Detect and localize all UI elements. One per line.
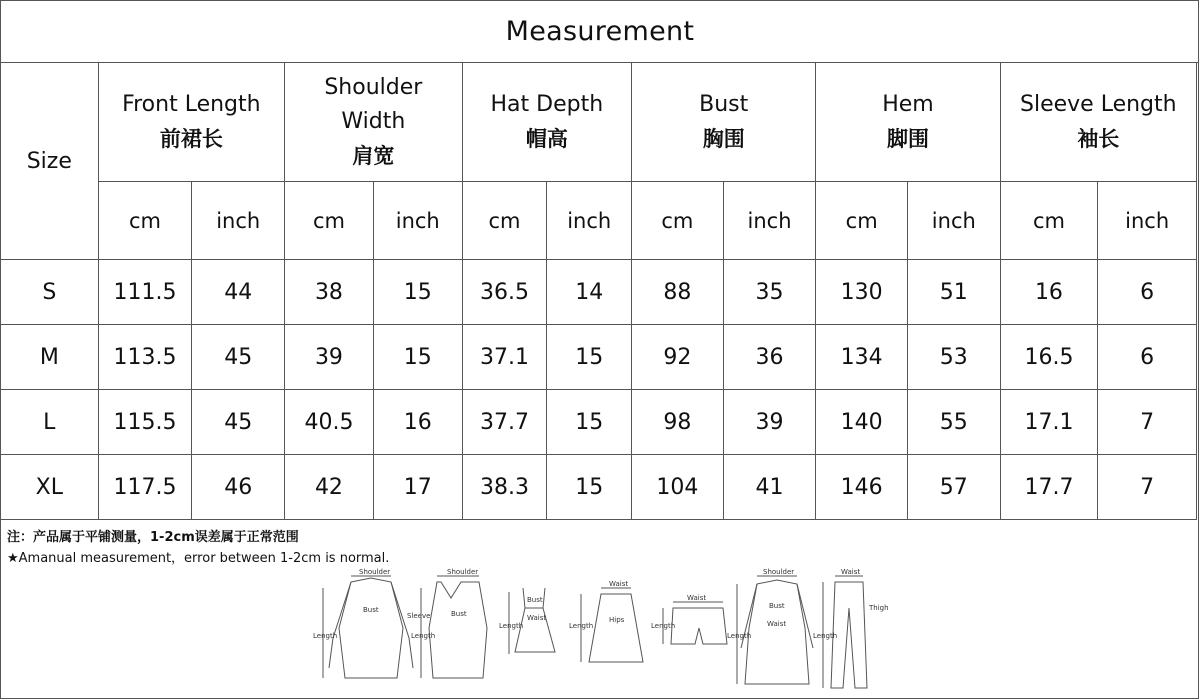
column-header-en: Bust (699, 92, 749, 117)
column-header (816, 63, 1000, 182)
measurement-cell: 39 (285, 325, 374, 390)
measurement-cell: 15 (547, 390, 632, 455)
measurement-cell: 7 (1098, 390, 1197, 455)
garment-diagrams-svg (311, 568, 901, 692)
notes (7, 527, 389, 569)
unit-cell: cm (462, 182, 547, 260)
diagram-label: Bust (527, 596, 543, 604)
measurement-cell: 134 (816, 325, 908, 390)
measurement-cell: 40.5 (285, 390, 374, 455)
diagram-label: Shoulder (359, 568, 391, 576)
page-title: Measurement (1, 1, 1199, 63)
measurement-cell: 46 (192, 455, 285, 520)
unit-cell: inch (723, 182, 816, 260)
unit-cell: cm (98, 182, 192, 260)
blouse-diagram (313, 568, 430, 678)
column-header-cn: 帽高 (525, 127, 568, 151)
measurement-cell: 111.5 (98, 260, 192, 325)
measurement-cell: 115.5 (98, 390, 192, 455)
measurement-cell: 15 (547, 325, 632, 390)
diagram-label: Shoulder (763, 568, 795, 576)
measurement-cell: 37.1 (462, 325, 547, 390)
column-header-cn: 脚围 (886, 127, 929, 151)
unit-cell: cm (632, 182, 724, 260)
measurement-cell: 16 (373, 390, 462, 455)
diagram-label: Length (727, 632, 752, 640)
diagram-label: Sleeve (407, 612, 431, 620)
measurement-cell: 41 (723, 455, 816, 520)
coat-diagram (727, 568, 813, 684)
size-cell: S (1, 260, 99, 325)
measurement-cell: 104 (632, 455, 724, 520)
size-column-header: Size (1, 63, 99, 260)
unit-cell: inch (1098, 182, 1197, 260)
diagram-label: Length (813, 632, 838, 640)
measurement-cell: 92 (632, 325, 724, 390)
measurement-cell: 51 (907, 260, 1000, 325)
column-header (462, 63, 631, 182)
diagram-label: Waist (609, 580, 629, 588)
diagram-label: Bust (769, 602, 785, 610)
diagram-label: Bust (363, 606, 379, 614)
measurement-cell: 7 (1098, 455, 1197, 520)
diagram-label: Length (651, 622, 676, 630)
diagram-label: Length (499, 622, 524, 630)
unit-cell: inch (192, 182, 285, 260)
column-header-cn: 胸围 (702, 127, 745, 151)
column-header-en: Front Length (122, 92, 261, 117)
vest-diagram (411, 568, 487, 678)
unit-cell: cm (1000, 182, 1098, 260)
measurement-cell: 130 (816, 260, 908, 325)
column-header-cn: 袖长 (1077, 127, 1120, 151)
unit-cell: inch (547, 182, 632, 260)
measurement-cell: 15 (373, 260, 462, 325)
diagram-label: Thigh (869, 604, 889, 612)
unit-cell: inch (907, 182, 1000, 260)
measurement-cell: 39 (723, 390, 816, 455)
column-header-en: Hat Depth (490, 92, 604, 117)
column-header (285, 63, 463, 182)
measurement-cell: 15 (547, 455, 632, 520)
measurement-cell: 17.7 (1000, 455, 1098, 520)
measurement-cell: 35 (723, 260, 816, 325)
measurement-cell: 98 (632, 390, 724, 455)
measurement-cell: 15 (373, 325, 462, 390)
measurement-cell: 17.1 (1000, 390, 1098, 455)
measurement-cell: 88 (632, 260, 724, 325)
unit-row (1, 182, 1197, 260)
measurement-cell: 14 (547, 260, 632, 325)
measurement-cell: 53 (907, 325, 1000, 390)
table-row (1, 260, 1197, 325)
measurement-cell: 6 (1098, 260, 1197, 325)
size-cell: L (1, 390, 99, 455)
column-header-cn: 前裙长 (159, 127, 223, 151)
measurement-cell: 36.5 (462, 260, 547, 325)
measurement-cell: 38.3 (462, 455, 547, 520)
measurement-cell: 16.5 (1000, 325, 1098, 390)
measurement-cell: 37.7 (462, 390, 547, 455)
measurement-cell: 6 (1098, 325, 1197, 390)
measurement-cell: 17 (373, 455, 462, 520)
measurement-cell: 36 (723, 325, 816, 390)
diagram-label: Shoulder (447, 568, 479, 576)
measurement-cell: 44 (192, 260, 285, 325)
table-row (1, 325, 1197, 390)
measurement-table (0, 62, 1197, 520)
column-header (1000, 63, 1196, 182)
column-header-cn: 肩宽 (352, 144, 395, 168)
skirt-diagram (569, 580, 643, 662)
diagram-label: Bust (451, 610, 467, 618)
diagram-label: Waist (527, 614, 547, 622)
column-header-en: Shoulder Width (324, 75, 423, 134)
measurement-cell: 45 (192, 390, 285, 455)
measurement-cell: 45 (192, 325, 285, 390)
header-row (1, 63, 1197, 182)
measurement-cell: 57 (907, 455, 1000, 520)
measurement-cell: 117.5 (98, 455, 192, 520)
diagram-label: Length (313, 632, 338, 640)
garment-diagrams (311, 568, 901, 692)
shorts-diagram (651, 594, 727, 644)
unit-cell: cm (816, 182, 908, 260)
diagram-label: Hips (609, 616, 625, 624)
table-row (1, 455, 1197, 520)
column-header (98, 63, 284, 182)
note-cn: 注：产品属于平铺测量，1-2cm误差属于正常范围 (7, 530, 299, 545)
size-cell: M (1, 325, 99, 390)
column-header-en: Sleeve Length (1020, 92, 1177, 117)
measurement-cell: 113.5 (98, 325, 192, 390)
measurement-cell: 42 (285, 455, 374, 520)
measurement-cell: 55 (907, 390, 1000, 455)
diagram-label: Length (569, 622, 594, 630)
size-cell: XL (1, 455, 99, 520)
diagram-label: Waist (767, 620, 787, 628)
measurement-cell: 140 (816, 390, 908, 455)
unit-cell: inch (373, 182, 462, 260)
diagram-label: Waist (841, 568, 861, 576)
camisole-dress-diagram (499, 588, 555, 654)
measurement-cell: 38 (285, 260, 374, 325)
diagram-label: Waist (687, 594, 707, 602)
diagram-label: Length (411, 632, 436, 640)
column-header-en: Hem (882, 92, 934, 117)
measurement-cell: 16 (1000, 260, 1098, 325)
trousers-diagram (813, 568, 889, 688)
unit-cell: cm (285, 182, 374, 260)
column-header (632, 63, 816, 182)
note-en: ★Amanual measurement，error between 1-2cm is normal. (7, 551, 390, 566)
table-row (1, 390, 1197, 455)
measurement-cell: 146 (816, 455, 908, 520)
